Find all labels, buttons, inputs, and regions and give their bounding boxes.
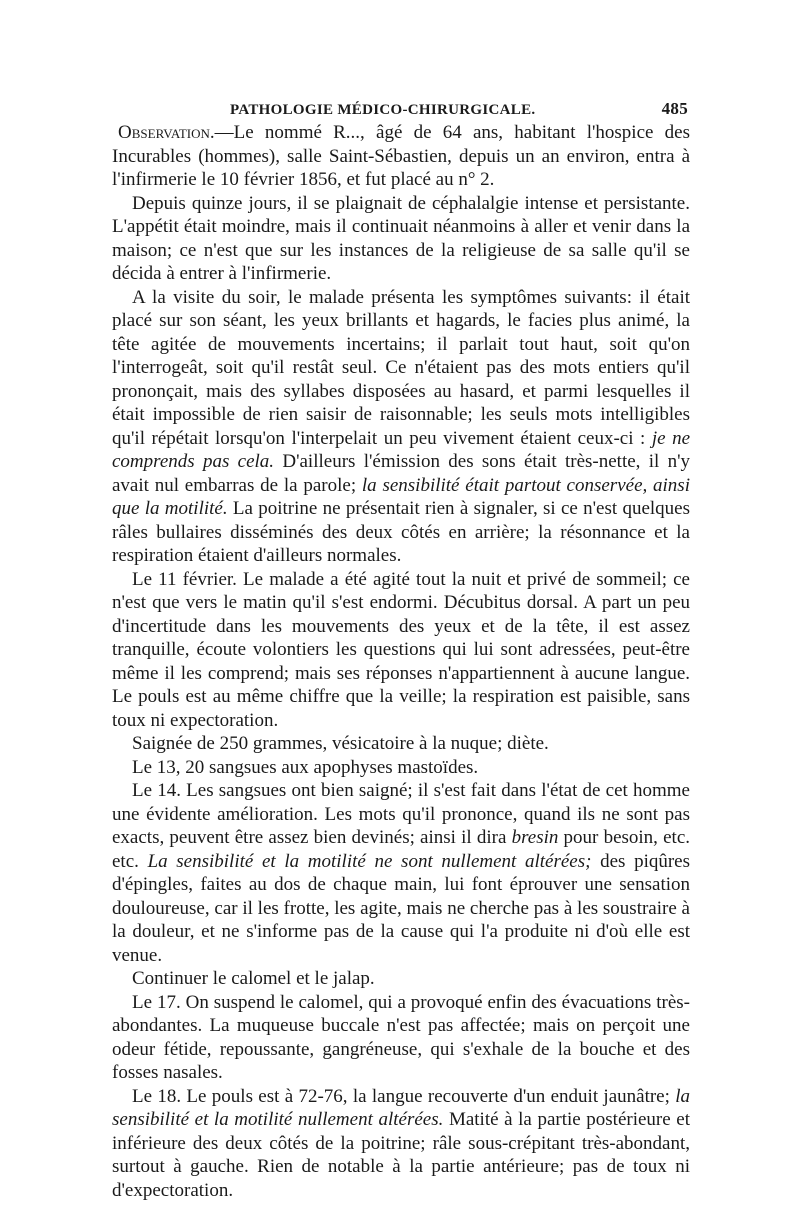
- paragraph-feb-14: [112, 779, 690, 967]
- italic-emphasis: la sensibilité et la motilité nullement altérées.: [112, 1085, 690, 1130]
- paragraph-treatment-calomel: [112, 967, 690, 991]
- running-title: PATHOLOGIE MÉDICO-CHIRURGICALE.: [230, 102, 536, 118]
- paragraph-symptoms-onset: [112, 192, 690, 286]
- paragraph-text: Saignée de 250 grammes, vésicatoire à la nuque; diète.: [132, 733, 549, 754]
- page-number: 485: [661, 99, 688, 118]
- paragraph-text: Le 11 février. Le malade a été agité tout la nuit et privé de sommeil; ce n'est que vers le matin qu'il s'est endormi. Décubitus dorsal. A part un peu d'incertitude dans les mouvements des yeux et de la tête, il est assez tranquille, écoute volontiers les questions qui lui sont adressées, peut-être même il les comprend; mais ses réponses n'appartiennent à aucune langue. Le pouls est au même chiffre que la veille; la respiration est paisible, sans toux ni expectoration.: [112, 568, 690, 731]
- paragraph-feb-17: [112, 991, 690, 1085]
- italic-emphasis: la sensibilité était partout conservée, ainsi que la motilité.: [112, 474, 690, 519]
- paragraph-text: Le 13, 20 sangsues aux apophyses mastoïdes.: [132, 756, 479, 778]
- paragraph-text: Le 14. Les sangsues ont bien saigné; il s'est fait dans l'état de cet homme une évidente amélioration. Les mots qu'il prononce, quand ils ne sont pas exacts, peuvent être assez bien devinés; ainsi il dira: [112, 780, 690, 848]
- paragraph-text: Continuer le calomel et le jalap.: [132, 968, 375, 989]
- running-head: [112, 93, 690, 121]
- italic-emphasis: La sensibilité et la motilité ne sont nullement altérées;: [147, 850, 592, 872]
- paragraph-text: A la visite du soir, le malade présenta les symptômes suivants: il était placé sur son séant, les yeux brillants et hagards, le facies plus animé, la tête agitée de mouvements incertains; il parlait tout haut, soit qu'on l'interrogeât, soit qu'il restât seul. Ce n'étaient pas des mots entiers qu'il prononçait, mais des syllabes disposées au hasard, et parmi lesquelles il était impossible de rien saisir de raisonnable; les seuls mots intelligibles qu'il répétait lorsqu'on l'interpelait un peu vivement étaient ceux-ci :: [112, 286, 690, 449]
- paragraph-text: La poitrine ne présentait rien à signaler, si ce n'est quelques râles bullaires disséminés des deux côtés en arrière; la résonnance et la respiration étaient d'ailleurs normales.: [112, 498, 691, 566]
- italic-word: bresin: [511, 827, 559, 848]
- paragraph-feb-18: [112, 1085, 690, 1203]
- paragraph-feb-13: [112, 756, 690, 780]
- paragraph-text: Le 17. On suspend le calomel, qui a provoqué enfin des évacuations très-abondantes. La muqueuse buccale n'est pas affectée; mais on perçoit une odeur fétide, repoussante, gangréneuse, qui s'exhale de la bouche et des fosses nasales.: [112, 991, 690, 1083]
- paragraph-text: Matité à la partie postérieure et inférieure des deux côtés de la poitrine; râle sous-crépitant très-abondant, surtout à gauche. Rien de notable à la partie antérieure; pas de toux ni d'expectoration.: [112, 1109, 690, 1201]
- book-page: [112, 93, 690, 1202]
- italic-quote: je ne comprends pas cela.: [112, 427, 691, 472]
- paragraph-text: Le 18. Le pouls est à 72-76, la langue recouverte d'un enduit jaunâtre;: [132, 1085, 676, 1107]
- paragraph-feb-11: [112, 568, 690, 733]
- paragraph-text: —Le nommé R..., âgé de 64 ans, habitant l'hospice des Incurables (hommes), salle Saint-Sébastien, depuis un an environ, entra à l'infirmerie le 10 février 1856, et fut placé au n° 2.: [112, 122, 690, 190]
- observation-lead: Observation.: [118, 122, 215, 143]
- paragraph-text: D'ailleurs l'émission des sons était très-nette, il n'y avait nul embarras de la parole;: [112, 451, 690, 496]
- paragraph-text: des piqûres d'épingles, faites au dos de chaque main, lui font éprouver une sensation douloureuse, car il les frotte, les agite, mais ne cherche pas à les soustraire à la douleur, et ne s'informe pas de la cause qui l'a produite ni d'où elle est venue.: [112, 850, 691, 966]
- paragraph-text: Depuis quinze jours, il se plaignait de céphalalgie intense et persistante. L'appétit était moindre, mais il continuait néanmoins à aller et venir dans la maison; ce n'est que sur les instances de la religieuse de sa salle qu'il se décida à entrer à l'infirmerie.: [112, 192, 690, 284]
- paragraph-evening-visit: [112, 286, 690, 568]
- paragraph-treatment-bleeding: [112, 732, 690, 756]
- paragraph-observation: [112, 121, 690, 192]
- paragraph-text: pour besoin, etc. etc.: [112, 827, 690, 872]
